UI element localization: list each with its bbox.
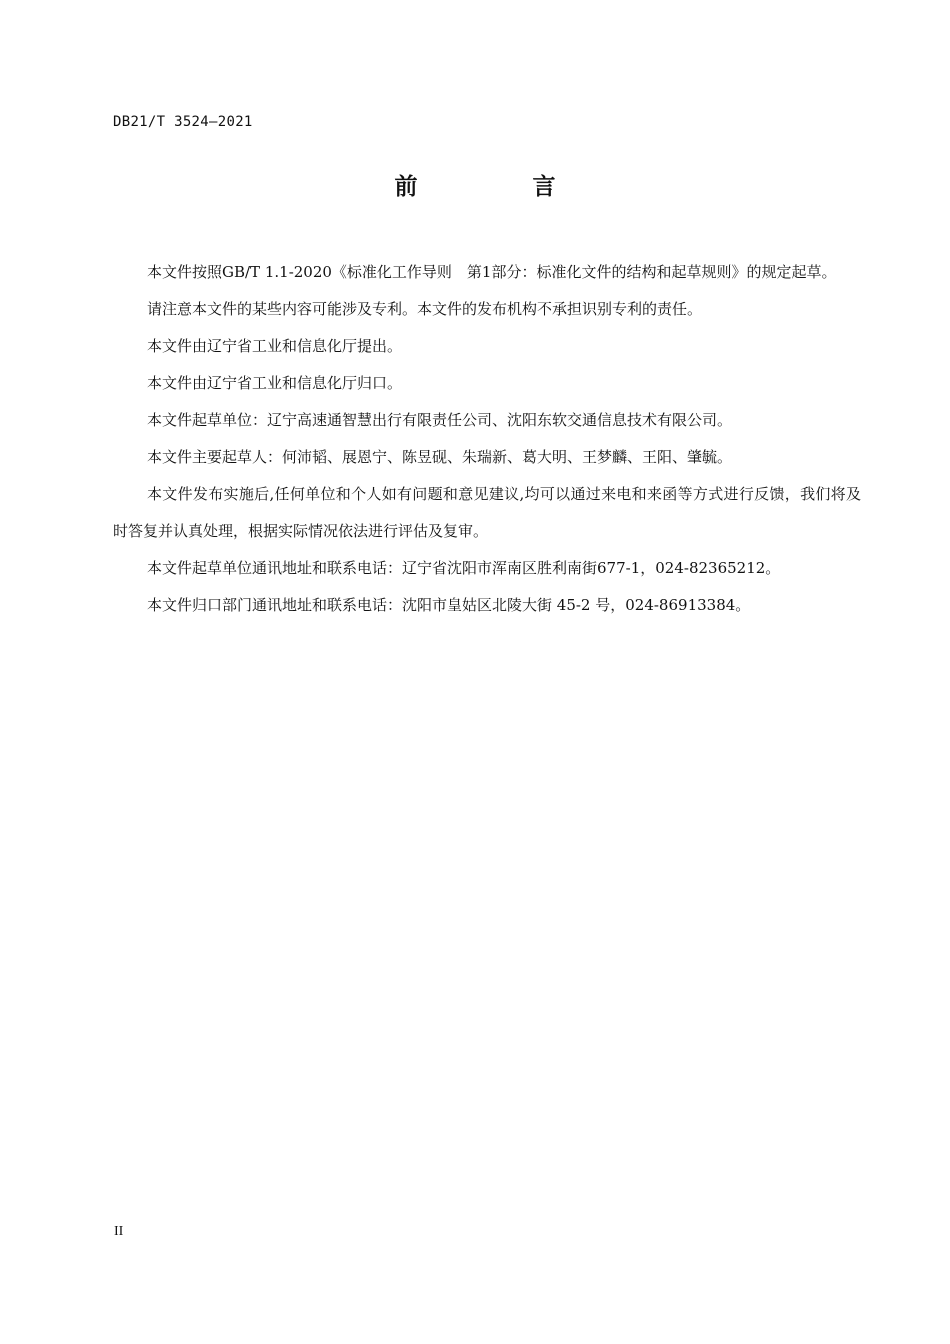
document-code: DB21/T 3524—2021 <box>113 114 253 130</box>
paragraph-drafters: 本文件主要起草人：何沛韬、展恩宁、陈昱砚、朱瑞新、葛大明、王梦麟、王阳、肇毓。 <box>147 448 733 466</box>
paragraph-drafting-units: 本文件起草单位：辽宁高速通智慧出行有限责任公司、沈阳东软交通信息技术有限公司。 <box>147 411 733 429</box>
paragraph-department-contact: 本文件归口部门通讯地址和联系电话：沈阳市皇姑区北陵大街 45-2 号，024-86913384。 <box>147 596 751 614</box>
paragraph-drafting-unit-contact: 本文件起草单位通讯地址和联系电话：辽宁省沈阳市浑南区胜利南街677-1，024-82365212。 <box>147 559 781 577</box>
paragraph-feedback: 本文件发布实施后,任何单位和个人如有问题和意见建议,均可以通过来电和来函等方式进行反馈，我们将及时答复并认真处理，根据实际情况依法进行评估及复审。 <box>113 485 861 540</box>
foreword-body <box>113 254 861 624</box>
paragraph-centralized-management: 本文件由辽宁省工业和信息化厅归口。 <box>147 374 403 392</box>
paragraph-proposer: 本文件由辽宁省工业和信息化厅提出。 <box>147 337 403 355</box>
page-title: 前 言 <box>394 174 602 200</box>
page-number: II <box>114 1224 124 1239</box>
paragraph-drafting-standard: 本文件按照GB/T 1.1-2020《标准化工作导则 第1部分：标准化文件的结构和起草规则》的规定起草。 <box>147 263 837 281</box>
paragraph-patent-notice: 请注意本文件的某些内容可能涉及专利。本文件的发布机构不承担识别专利的责任。 <box>147 300 703 318</box>
